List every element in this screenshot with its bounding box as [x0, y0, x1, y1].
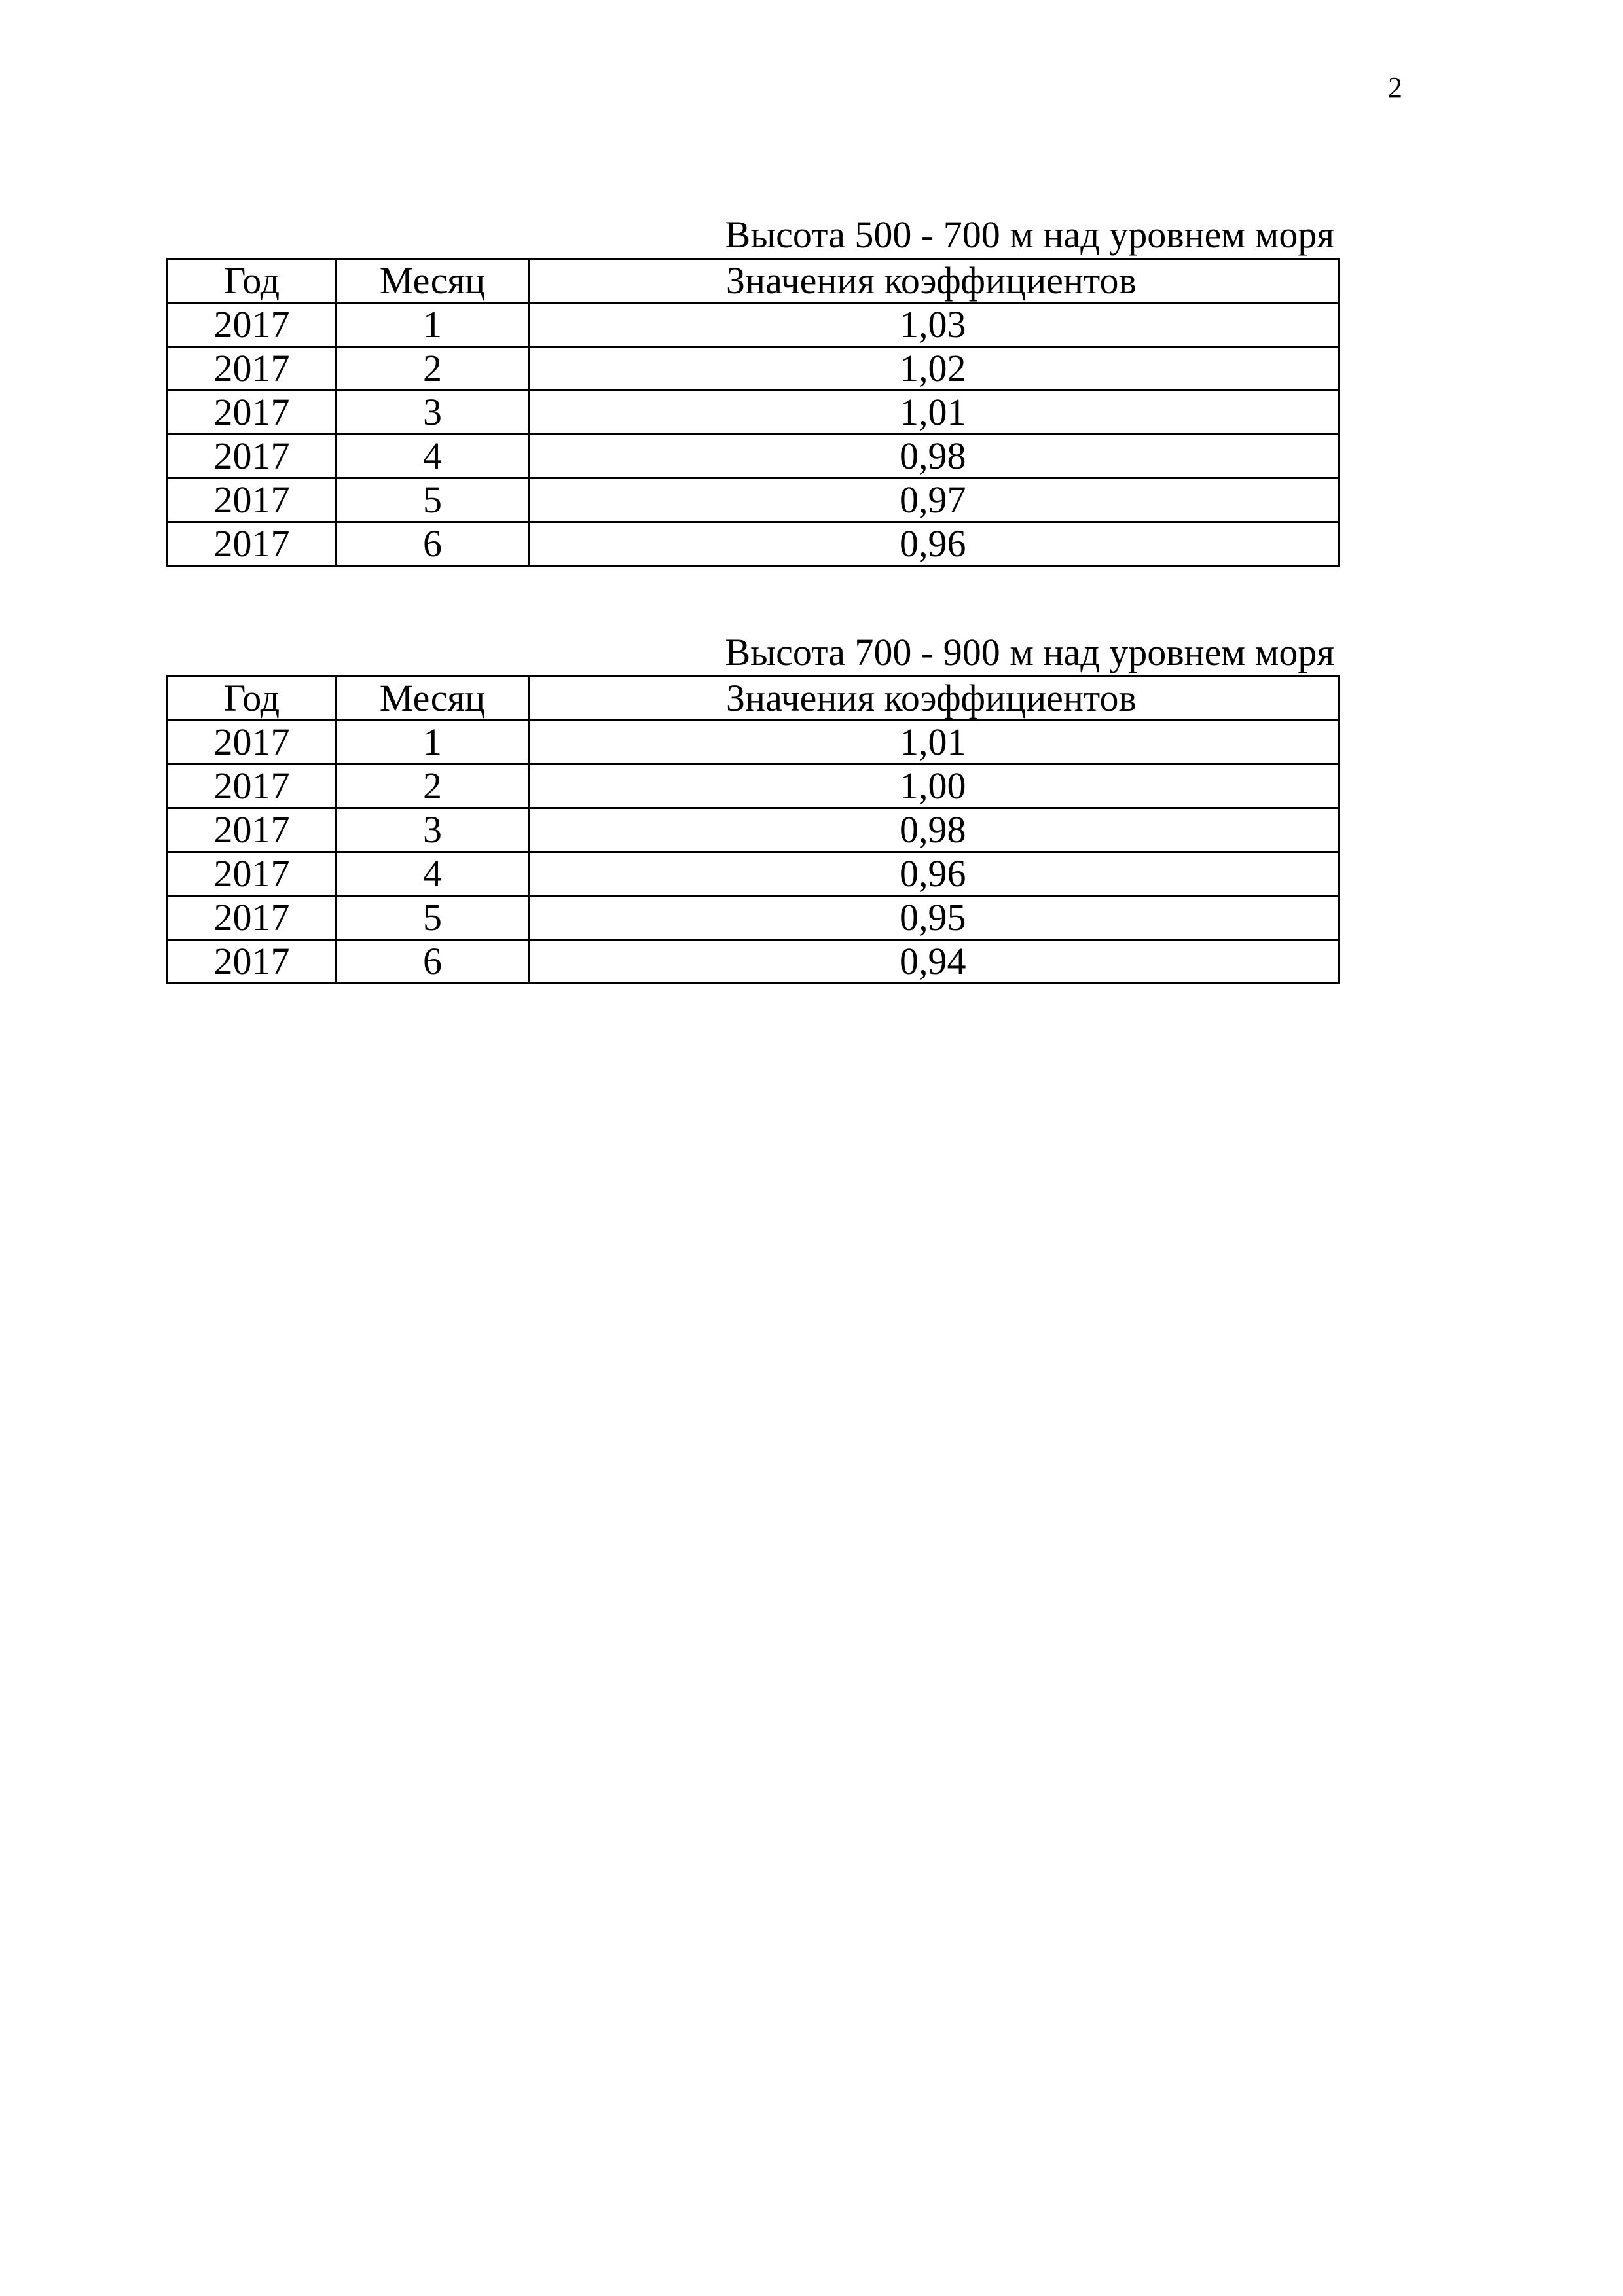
cell-month: 6	[337, 940, 529, 984]
header-year: Год	[168, 259, 337, 303]
table-row	[168, 435, 1340, 478]
altitude-table-section-2	[166, 631, 1338, 984]
table-row	[168, 478, 1340, 522]
cell-year: 2017	[168, 522, 337, 566]
cell-year: 2017	[168, 303, 337, 347]
page-number: 2	[1388, 71, 1402, 103]
cell-month: 3	[337, 808, 529, 852]
cell-value: 1,00	[529, 764, 1340, 808]
table-caption: Высота 700 - 900 м над уровнем моря	[725, 631, 1334, 673]
cell-month: 5	[337, 896, 529, 940]
header-value: Значения коэффициентов	[529, 677, 1340, 721]
cell-value: 1,01	[529, 391, 1340, 435]
cell-value: 1,02	[529, 347, 1340, 391]
cell-value: 0,98	[529, 435, 1340, 478]
cell-year: 2017	[168, 896, 337, 940]
cell-value: 1,01	[529, 721, 1340, 764]
cell-month: 1	[337, 303, 529, 347]
cell-year: 2017	[168, 478, 337, 522]
cell-year: 2017	[168, 435, 337, 478]
coefficients-table	[166, 258, 1340, 567]
cell-value: 0,98	[529, 808, 1340, 852]
table-row	[168, 940, 1340, 984]
table-row	[168, 896, 1340, 940]
cell-value: 0,97	[529, 478, 1340, 522]
coefficients-table	[166, 675, 1340, 984]
table-row	[168, 347, 1340, 391]
table-row	[168, 522, 1340, 566]
header-month: Месяц	[337, 677, 529, 721]
table-caption: Высота 500 - 700 м над уровнем моря	[725, 213, 1334, 256]
altitude-table-section-1	[166, 213, 1338, 567]
table-row	[168, 808, 1340, 852]
cell-month: 1	[337, 721, 529, 764]
cell-value: 0,96	[529, 852, 1340, 896]
cell-value: 0,95	[529, 896, 1340, 940]
table-row	[168, 391, 1340, 435]
cell-month: 2	[337, 347, 529, 391]
cell-value: 0,94	[529, 940, 1340, 984]
cell-month: 4	[337, 852, 529, 896]
cell-value: 1,03	[529, 303, 1340, 347]
header-month: Месяц	[337, 259, 529, 303]
table-row	[168, 303, 1340, 347]
header-value: Значения коэффициентов	[529, 259, 1340, 303]
cell-year: 2017	[168, 764, 337, 808]
cell-year: 2017	[168, 391, 337, 435]
cell-year: 2017	[168, 347, 337, 391]
table-header-row	[168, 259, 1340, 303]
cell-month: 5	[337, 478, 529, 522]
table-header-row	[168, 677, 1340, 721]
table-row	[168, 764, 1340, 808]
header-year: Год	[168, 677, 337, 721]
cell-month: 2	[337, 764, 529, 808]
table-row	[168, 721, 1340, 764]
cell-year: 2017	[168, 808, 337, 852]
table-row	[168, 852, 1340, 896]
cell-year: 2017	[168, 940, 337, 984]
cell-month: 3	[337, 391, 529, 435]
cell-year: 2017	[168, 852, 337, 896]
cell-year: 2017	[168, 721, 337, 764]
cell-month: 4	[337, 435, 529, 478]
cell-month: 6	[337, 522, 529, 566]
cell-value: 0,96	[529, 522, 1340, 566]
